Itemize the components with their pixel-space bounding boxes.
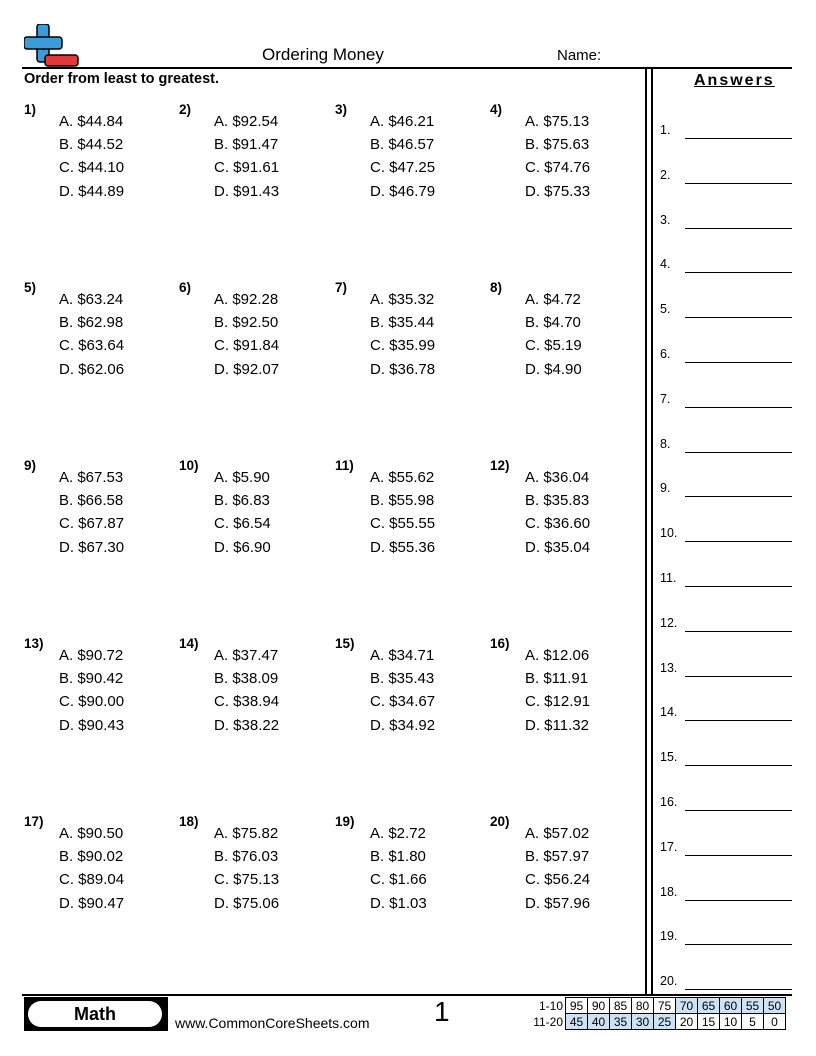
problem-option: A. $4.72 (525, 291, 581, 308)
score-cell: 25 (654, 1014, 676, 1030)
answer-blank-line[interactable] (685, 720, 792, 721)
problem-option: A. $90.72 (59, 647, 124, 664)
problem-options (525, 110, 590, 203)
problem-option: A. $44.84 (59, 113, 124, 130)
answer-blank-line[interactable] (685, 989, 792, 990)
problem-option: B. $55.98 (370, 492, 435, 510)
problem (24, 102, 174, 202)
answer-number: 8. (660, 436, 671, 451)
problem-option: B. $35.43 (370, 670, 435, 688)
problem-number: 19) (335, 814, 355, 829)
answer-number: 20. (660, 974, 678, 989)
problem-option: B. $6.83 (214, 492, 270, 510)
score-cell: 60 (720, 998, 742, 1014)
score-range-label: 1-10 (538, 998, 563, 1013)
score-cell: 5 (742, 1014, 764, 1030)
website-url: www.CommonCoreSheets.com (175, 1015, 370, 1031)
problem-option: C. $75.13 (214, 871, 280, 889)
problem-number: 9) (24, 458, 37, 473)
answer-blank-line[interactable] (685, 452, 792, 453)
score-cell: 10 (720, 1014, 742, 1030)
problem-option: D. $38.22 (214, 716, 280, 734)
answer-blank-line[interactable] (685, 183, 792, 184)
score-cell: 85 (610, 998, 632, 1014)
problem-option: A. $46.21 (370, 113, 435, 130)
problem-option: C. $89.04 (59, 871, 125, 889)
answer-number: 6. (660, 347, 671, 361)
score-cell: 90 (588, 998, 610, 1014)
score-cell: 55 (742, 998, 764, 1014)
problem-options (525, 822, 590, 915)
problem (24, 280, 174, 380)
answer-number: 4. (660, 257, 671, 272)
problem-option: D. $34.92 (370, 716, 436, 734)
problem-option: A. $35.32 (370, 291, 435, 308)
answer-blank-line[interactable] (685, 944, 792, 945)
problem-option: A. $92.28 (214, 291, 279, 308)
score-cell: 50 (764, 998, 786, 1014)
answer-number: 7. (660, 391, 671, 406)
problem (179, 814, 329, 914)
problem (335, 636, 485, 736)
score-table (527, 997, 786, 1030)
answer-blank-line[interactable] (685, 407, 792, 408)
problem-number: 17) (24, 814, 44, 829)
problem-options (214, 644, 279, 737)
problem-option: C. $90.00 (59, 693, 125, 711)
problem-number: 2) (179, 102, 192, 117)
problem-options (59, 466, 124, 559)
answers-title: Answers (694, 72, 775, 89)
problem-option: D. $11.32 (525, 716, 589, 734)
problem-number: 14) (179, 636, 199, 651)
problem-number: 8) (490, 280, 503, 295)
answer-blank-line[interactable] (685, 855, 792, 856)
answer-number: 17. (660, 839, 678, 854)
problem-option: C. $47.25 (370, 159, 436, 177)
problem-option: B. $38.09 (214, 670, 279, 688)
problem-option: A. $2.72 (370, 825, 426, 842)
answer-blank-line[interactable] (685, 810, 792, 811)
score-cell: 15 (698, 1014, 720, 1030)
problem-option: A. $57.02 (525, 825, 590, 842)
problem (24, 814, 174, 914)
answer-blank-line[interactable] (685, 317, 792, 318)
problem (24, 636, 174, 736)
problem-option: C. $91.61 (214, 159, 280, 177)
answer-number: 2. (660, 167, 671, 182)
problem-option: B. $35.83 (525, 492, 590, 510)
answer-blank-line[interactable] (685, 900, 792, 901)
answer-blank-line[interactable] (685, 228, 792, 229)
problem-options (214, 110, 279, 203)
answer-column-divider-right (651, 68, 653, 995)
answer-number: 16. (660, 795, 678, 809)
problem-option: D. $55.36 (370, 538, 436, 556)
problem (179, 280, 329, 380)
problem-option: D. $75.06 (214, 894, 280, 912)
problem-options (525, 466, 590, 559)
problem-option: B. $90.02 (59, 848, 124, 866)
problem-option: D. $36.78 (370, 360, 436, 378)
problem-option: C. $5.19 (525, 337, 582, 355)
score-cell: 75 (654, 998, 676, 1014)
answer-blank-line[interactable] (685, 676, 792, 677)
score-cell: 70 (676, 998, 698, 1014)
problem-option: C. $63.64 (59, 337, 125, 355)
problem-option: C. $6.54 (214, 515, 271, 533)
problem (490, 458, 640, 558)
problem-options (370, 644, 435, 737)
subject-badge-label: Math (28, 1001, 162, 1027)
problem-option: C. $56.24 (525, 871, 591, 889)
plus-minus-logo-icon (24, 24, 80, 68)
problem-option: B. $92.50 (214, 314, 279, 332)
problem-options (525, 644, 590, 737)
answer-blank-line[interactable] (685, 138, 792, 139)
problem-option: B. $75.63 (525, 136, 590, 154)
problem (335, 814, 485, 914)
problem (490, 814, 640, 914)
answer-number: 18. (660, 884, 678, 899)
problem-option: C. $36.60 (525, 515, 591, 533)
problem-option: C. $55.55 (370, 515, 436, 533)
problem (490, 636, 640, 736)
problem-number: 20) (490, 814, 510, 829)
problem-option: D. $67.30 (59, 538, 125, 556)
problem-options (370, 822, 427, 915)
answer-number: 9. (660, 481, 671, 496)
score-range-label: 11-20 (533, 1014, 563, 1029)
problem-option: D. $90.43 (59, 716, 125, 734)
problem-options (59, 644, 124, 737)
problem-number: 6) (179, 280, 192, 295)
score-cell: 65 (698, 998, 720, 1014)
problem-options (214, 288, 279, 381)
page-number: 1 (434, 996, 450, 1027)
problem-number: 12) (490, 458, 510, 473)
problem (490, 102, 640, 202)
problem-option: D. $6.90 (214, 538, 271, 556)
answer-number: 5. (660, 302, 671, 317)
problem-option: C. $12.91 (525, 693, 591, 711)
problem-option: D. $90.47 (59, 894, 125, 912)
score-row (527, 1014, 786, 1030)
problem-option: A. $12.06 (525, 647, 590, 664)
problem-number: 11) (335, 458, 354, 473)
score-cell: 35 (610, 1014, 632, 1030)
problem-options (370, 466, 435, 559)
problem-option: A. $36.04 (525, 469, 590, 486)
problem-number: 7) (335, 280, 348, 295)
subject-badge (24, 997, 168, 1031)
problem-option: D. $91.43 (214, 182, 280, 200)
problem-option: C. $74.76 (525, 159, 591, 177)
problem-number: 1) (24, 102, 37, 117)
answer-blank-line[interactable] (685, 496, 792, 497)
score-row (527, 998, 786, 1014)
problem-options (370, 288, 435, 381)
answer-number: 11. (660, 571, 677, 585)
answer-blank-line[interactable] (685, 541, 792, 542)
answer-number: 10. (660, 526, 678, 541)
problem-option: A. $90.50 (59, 825, 124, 842)
problem-option: A. $55.62 (370, 469, 435, 486)
problem-options (59, 110, 124, 203)
problem (335, 458, 485, 558)
problem (179, 636, 329, 736)
problem-number: 4) (490, 102, 503, 117)
problem-option: A. $67.53 (59, 469, 124, 486)
problem (24, 458, 174, 558)
problem-options (214, 466, 271, 559)
problem-option: B. $46.57 (370, 136, 435, 154)
problem-option: D. $92.07 (214, 360, 280, 378)
answer-number: 1. (660, 123, 671, 137)
answer-number: 14. (660, 705, 678, 720)
answer-blank-line[interactable] (685, 765, 792, 766)
answer-column-divider-left (645, 68, 647, 995)
problem-option: A. $75.82 (214, 825, 279, 842)
answer-blank-line[interactable] (685, 631, 792, 632)
problem-option: A. $34.71 (370, 647, 435, 664)
problem-number: 10) (179, 458, 199, 473)
problem-options (59, 822, 124, 915)
problem-option: B. $4.70 (525, 314, 581, 332)
score-cell: 40 (588, 1014, 610, 1030)
answer-number: 3. (660, 212, 671, 227)
score-cell: 30 (632, 1014, 654, 1030)
answer-blank-line[interactable] (685, 362, 792, 363)
instructions: Order from least to greatest. (24, 71, 219, 87)
problem-option: B. $11.91 (525, 670, 589, 688)
problem-option: D. $57.96 (525, 894, 591, 912)
problem-option: A. $63.24 (59, 291, 124, 308)
score-cell: 45 (566, 1014, 588, 1030)
problem-option: B. $1.80 (370, 848, 426, 866)
name-label: Name: (557, 47, 602, 64)
problem-option: D. $44.89 (59, 182, 125, 200)
problem-number: 15) (335, 636, 355, 651)
problem-option: B. $57.97 (525, 848, 590, 866)
problem-options (370, 110, 435, 203)
problem-number: 3) (335, 102, 348, 117)
score-cell: 95 (566, 998, 588, 1014)
problem-option: C. $38.94 (214, 693, 280, 711)
problem-option: C. $35.99 (370, 337, 436, 355)
problem-number: 5) (24, 280, 37, 295)
problem-option: D. $35.04 (525, 538, 591, 556)
problem-option: B. $91.47 (214, 136, 279, 154)
score-cell: 0 (764, 1014, 786, 1030)
problem-option: C. $1.66 (370, 871, 427, 889)
problem-option: B. $66.58 (59, 492, 124, 510)
problem-number: 16) (490, 636, 510, 651)
problem-option: D. $1.03 (370, 894, 427, 912)
answer-blank-line[interactable] (685, 272, 792, 273)
header-divider (22, 67, 792, 69)
problem-options (59, 288, 124, 381)
footer-divider (22, 994, 792, 996)
problem-options (525, 288, 582, 381)
score-cell: 20 (676, 1014, 698, 1030)
problem-option: D. $4.90 (525, 360, 582, 378)
problem-option: A. $92.54 (214, 113, 279, 130)
answer-number: 15. (660, 750, 678, 765)
problem-option: D. $62.06 (59, 360, 125, 378)
problem-option: B. $35.44 (370, 314, 435, 332)
problem (179, 458, 329, 558)
problem-option: C. $67.87 (59, 515, 125, 533)
answer-number: 12. (660, 615, 678, 630)
problem (335, 280, 485, 380)
answer-blank-line[interactable] (685, 586, 792, 587)
problem-option: A. $5.90 (214, 469, 270, 486)
problem (179, 102, 329, 202)
problem-option: D. $75.33 (525, 182, 591, 200)
score-cell: 80 (632, 998, 654, 1014)
problem (490, 280, 640, 380)
problem-option: D. $46.79 (370, 182, 436, 200)
page-title: Ordering Money (262, 45, 384, 64)
problem-option: A. $75.13 (525, 113, 590, 130)
answer-number: 13. (660, 660, 678, 675)
problem-option: A. $37.47 (214, 647, 279, 664)
problem-number: 13) (24, 636, 44, 651)
problem (335, 102, 485, 202)
problem-option: B. $76.03 (214, 848, 279, 866)
problem-option: B. $44.52 (59, 136, 124, 154)
problem-option: B. $62.98 (59, 314, 124, 332)
problem-option: C. $44.10 (59, 159, 125, 177)
problem-options (214, 822, 279, 915)
problem-option: C. $34.67 (370, 693, 436, 711)
problem-option: C. $91.84 (214, 337, 280, 355)
problem-option: B. $90.42 (59, 670, 124, 688)
problem-number: 18) (179, 814, 199, 829)
answer-number: 19. (660, 929, 678, 944)
